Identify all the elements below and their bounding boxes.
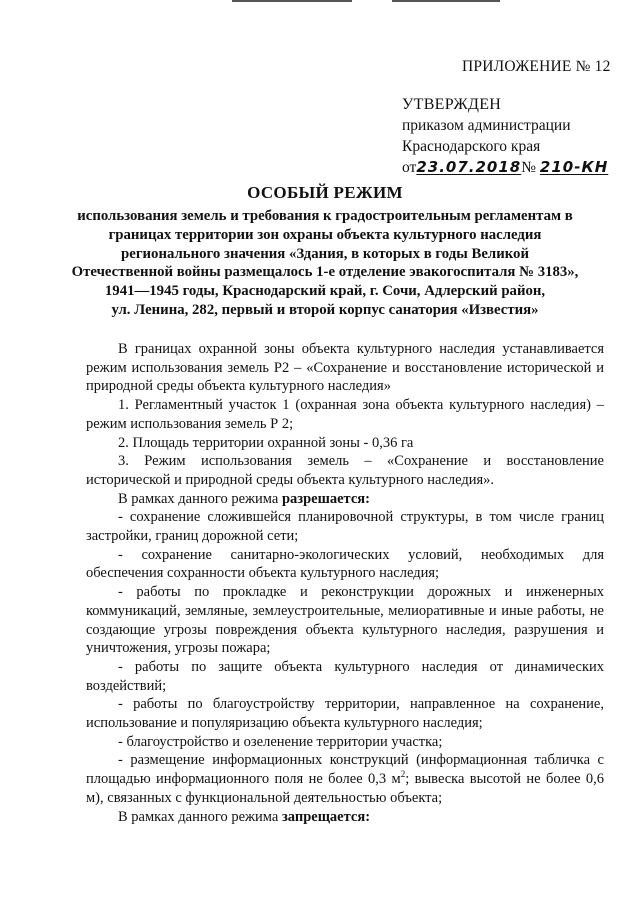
title-line: регионального значения «Здания, в которых в годы Великой xyxy=(121,245,529,262)
title-line: границах территории зон охраны объекта культурного наследия xyxy=(108,226,542,243)
scan-artifact-line xyxy=(392,0,500,2)
document-title xyxy=(60,183,590,320)
title-main: ОСОБЫЙ РЕЖИМ xyxy=(247,183,403,202)
document-body xyxy=(86,340,604,826)
title-line: использования земель и требования к градостроительным регламентам в xyxy=(77,208,573,224)
list-item: - работы по прокладке и реконструкции дорожных и инженерных коммуникаций, земляные, землеустроительные, мелиоративные и иные работы, не создающие угрозы повреждения объекта культурного наследия, разрушения и уничтожения, угрозы пожара; xyxy=(86,584,604,657)
scan-artifact-line xyxy=(232,0,352,2)
title-line: Отечественной войны размещалось 1-е отделение эвакогоспиталя № 3183», xyxy=(71,264,579,281)
paragraph: 2. Площадь территории охранной зоны - 0,36 га xyxy=(118,434,414,451)
list-item-text: ; вывеска высотой не более 0,6 м), связанных с функциональной деятельностью объекта; xyxy=(86,771,604,806)
list-item: - благоустройство и озеленение территории участка; xyxy=(118,733,443,750)
prohibited-heading: запрещается: xyxy=(281,808,371,825)
title-subtitle xyxy=(60,207,590,320)
approval-date: 23.07.2018 xyxy=(416,158,522,176)
paragraph: В границах охранной зоны объекта культурного наследия устанавливается режим использования земель Р2 – «Сохранение и восстановление исторической и природной среды объекта культурного наследия» xyxy=(86,341,604,395)
paragraph xyxy=(86,808,604,827)
list-item: - сохранение санитарно-экологических условий, необходимых для обеспечения сохранности объекта культурного наследия; xyxy=(86,546,604,582)
approval-line-1: приказом администрации xyxy=(402,117,571,134)
list-item xyxy=(86,751,604,807)
paragraph: 3. Режим использования земель – «Сохранение и восстановление исторической и природной среды объекта культурного наследия». xyxy=(86,453,604,488)
list-item: - работы по защите объекта культурного наследия от динамических воздействий; xyxy=(86,658,604,694)
paragraph-text: В рамках данного режима xyxy=(118,808,282,825)
list-item: - сохранение сложившейся планировочной структуры, в том числе границ застройки, границ дорожной сети; xyxy=(86,509,604,545)
approval-date-line xyxy=(402,157,608,178)
list-item-text: - размещение информационных конструкций (информационная табличка с площадью информационного поля не более 0,3 м xyxy=(86,752,604,788)
number-prefix: № xyxy=(521,159,537,176)
annex-number: ПРИЛОЖЕНИЕ № 12 xyxy=(462,58,611,75)
approval-line-2: Краснодарского края xyxy=(402,138,541,155)
paragraph: 1. Регламентный участок 1 (охранная зона объекта культурного наследия) – режим использования земель Р 2; xyxy=(86,397,604,432)
permitted-heading: разрешается: xyxy=(281,490,370,507)
paragraph xyxy=(86,490,604,509)
title-line: ул. Ленина, 282, первый и второй корпус санатория «Известия» xyxy=(111,301,539,318)
approval-stamp xyxy=(402,94,608,178)
title-line: 1941—1945 годы, Краснодарский край, г. Сочи, Адлерский район, xyxy=(104,283,546,300)
approval-heading: УТВЕРЖДЕН xyxy=(402,96,502,113)
date-prefix: от xyxy=(402,159,417,176)
list-item: - работы по благоустройству территории, направленное на сохранение, использование и популяризацию объекта культурного наследия; xyxy=(86,696,604,732)
superscript: 2 xyxy=(400,769,406,780)
approval-number: 210-КН xyxy=(539,158,609,176)
paragraph-text: В рамках данного режима xyxy=(118,490,282,507)
